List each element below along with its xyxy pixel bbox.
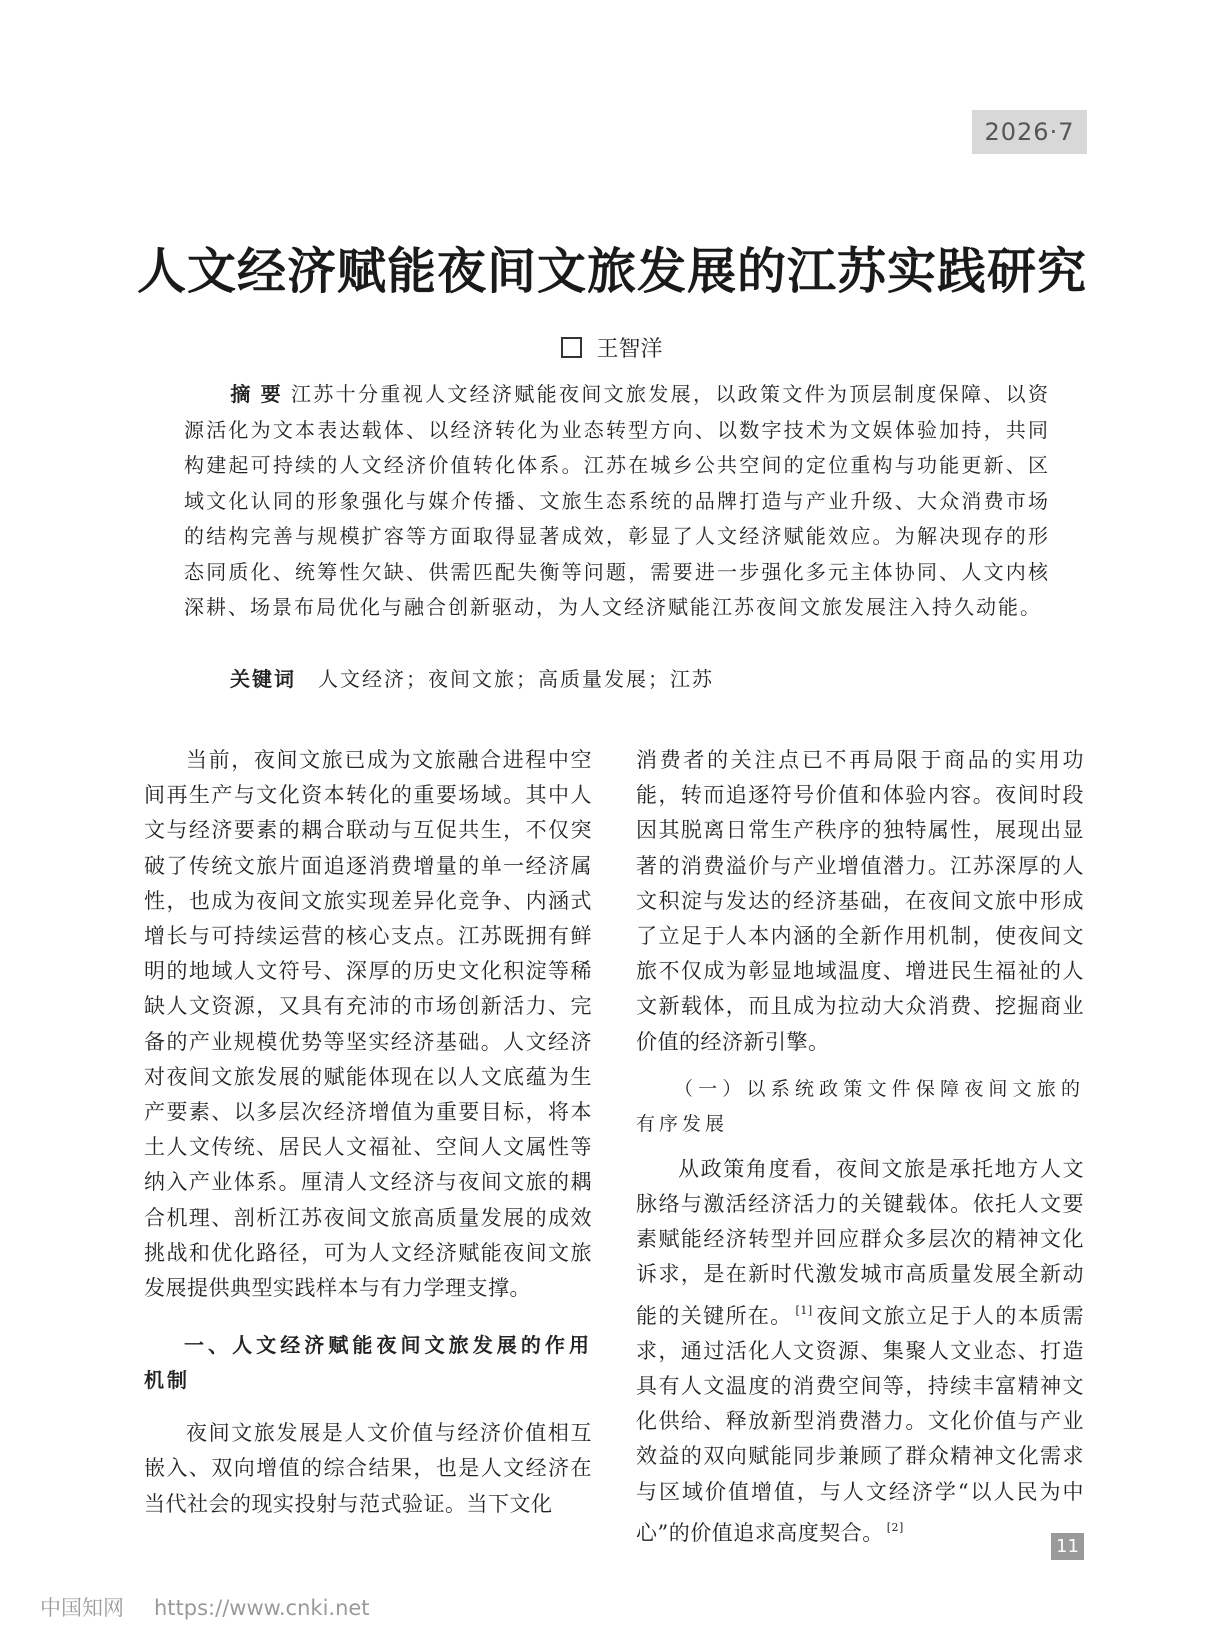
body-column-right	[636, 743, 1084, 1551]
watermark-name: 中国知网	[40, 1596, 124, 1620]
author-name: 王智洋	[596, 337, 663, 362]
body-paragraph: 夜间文旅发展是人文价值与经济价值相互嵌入、双向增值的综合结果，也是人文经济在当代社会的现实投射与范式验证。当下文化	[144, 1421, 592, 1516]
keywords-label: 关键词	[230, 667, 296, 691]
subsection-heading: （一）以系统政策文件保障夜间文旅的有序发展	[636, 1077, 1084, 1135]
body-text: 从政策角度看，夜间文旅是承托地方人文脉络与激活经济活力的关键载体。依托人文要素赋能经济转型并回应群众多层次的精神文化诉求，是在新时代激发城市高质量发展全新动能的关键所在。	[636, 1156, 1084, 1328]
author-box-icon	[561, 337, 582, 358]
article-title: 人文经济赋能夜间文旅发展的江苏实践研究	[136, 242, 1087, 300]
body-column-left	[144, 743, 592, 1522]
watermark	[40, 1592, 370, 1622]
body-paragraph-continued: 消费者的关注点已不再局限于商品的实用功能，转而追逐符号价值和体验内容。夜间时段因其脱离日常生产秩序的独特属性，展现出显著的消费溢价与产业增值潜力。江苏深厚的人文积淀与发达的经济基础，在夜间文旅中形成了立足于人本内涵的全新作用机制，使夜间文旅不仅成为彰显地域温度、增进民生福祉的人文新载体，而且成为拉动大众消费、挖掘商业价值的经济新引擎。	[636, 748, 1084, 1054]
author-line	[0, 332, 1224, 363]
reference-marker[interactable]: [1]	[795, 1303, 813, 1317]
body-paragraph: 当前，夜间文旅已成为文旅融合进程中空间再生产与文化资本转化的重要场域。其中人文与经济要素的耦合联动与互促共生，不仅突破了传统文旅片面追逐消费增量的单一经济属性，也成为夜间文旅实现差异化竞争、内涵式增长与可持续运营的核心支点。江苏既拥有鲜明的地域人文符号、深厚的历史文化积淀等稀缺人文资源，又具有充沛的市场创新活力、完备的产业规模优势等坚实经济基础。人文经济对夜间文旅发展的赋能体现在以人文底蕴为生产要素、以多层次经济增值为重要目标，将本土人文传统、居民人文福祉、空间人文属性等纳入产业体系。厘清人文经济与夜间文旅的耦合机理、剖析江苏夜间文旅高质量发展的成效挑战和优化路径，可为人文经济赋能夜间文旅发展提供典型实践样本与有力学理支撑。	[144, 748, 592, 1301]
abstract-text: 江苏十分重视人文经济赋能夜间文旅发展，以政策文件为顶层制度保障、以资源活化为文本表达载体、以经济转化为业态转型方向、以数字技术为文娱体验加持，共同构建起可持续的人文经济价值转化体系。江苏在城乡公共空间的定位重构与功能更新、区域文化认同的形象强化与媒介传播、文旅生态系统的品牌打造与产业升级、大众消费市场的结构完善与规模扩容等方面取得显著成效，彰显了人文经济赋能效应。为解决现存的形态同质化、统筹性欠缺、供需匹配失衡等问题，需要进一步强化多元主体协同、人文内核深耕、场景布局优化与融合创新驱动，为人文经济赋能江苏夜间文旅发展注入持久动能。	[184, 382, 1050, 619]
section-heading: 一、人文经济赋能夜间文旅发展的作用机制	[144, 1333, 592, 1393]
body-paragraph	[636, 1152, 1084, 1551]
page-number: 11	[1051, 1533, 1084, 1560]
reference-marker[interactable]: [2]	[886, 1520, 904, 1534]
body-text: 夜间文旅立足于人的本质需求，通过活化人文资源、集聚人文业态、打造具有人文温度的消费空间等，持续丰富精神文化供给、释放新型消费潜力。文化价值与产业效益的双向赋能同步兼顾了群众精神文化需求与区域价值增值，与人文经济学“以人民为中心”的价值追求高度契合。	[636, 1303, 1085, 1545]
abstract	[184, 377, 1050, 626]
issue-badge: 2026·7	[972, 110, 1087, 154]
keywords	[230, 663, 1050, 692]
watermark-url[interactable]: https://www.cnki.net	[154, 1596, 370, 1620]
abstract-label: 摘要	[230, 382, 291, 406]
keywords-text: 人文经济；夜间文旅；高质量发展；江苏	[318, 667, 714, 691]
